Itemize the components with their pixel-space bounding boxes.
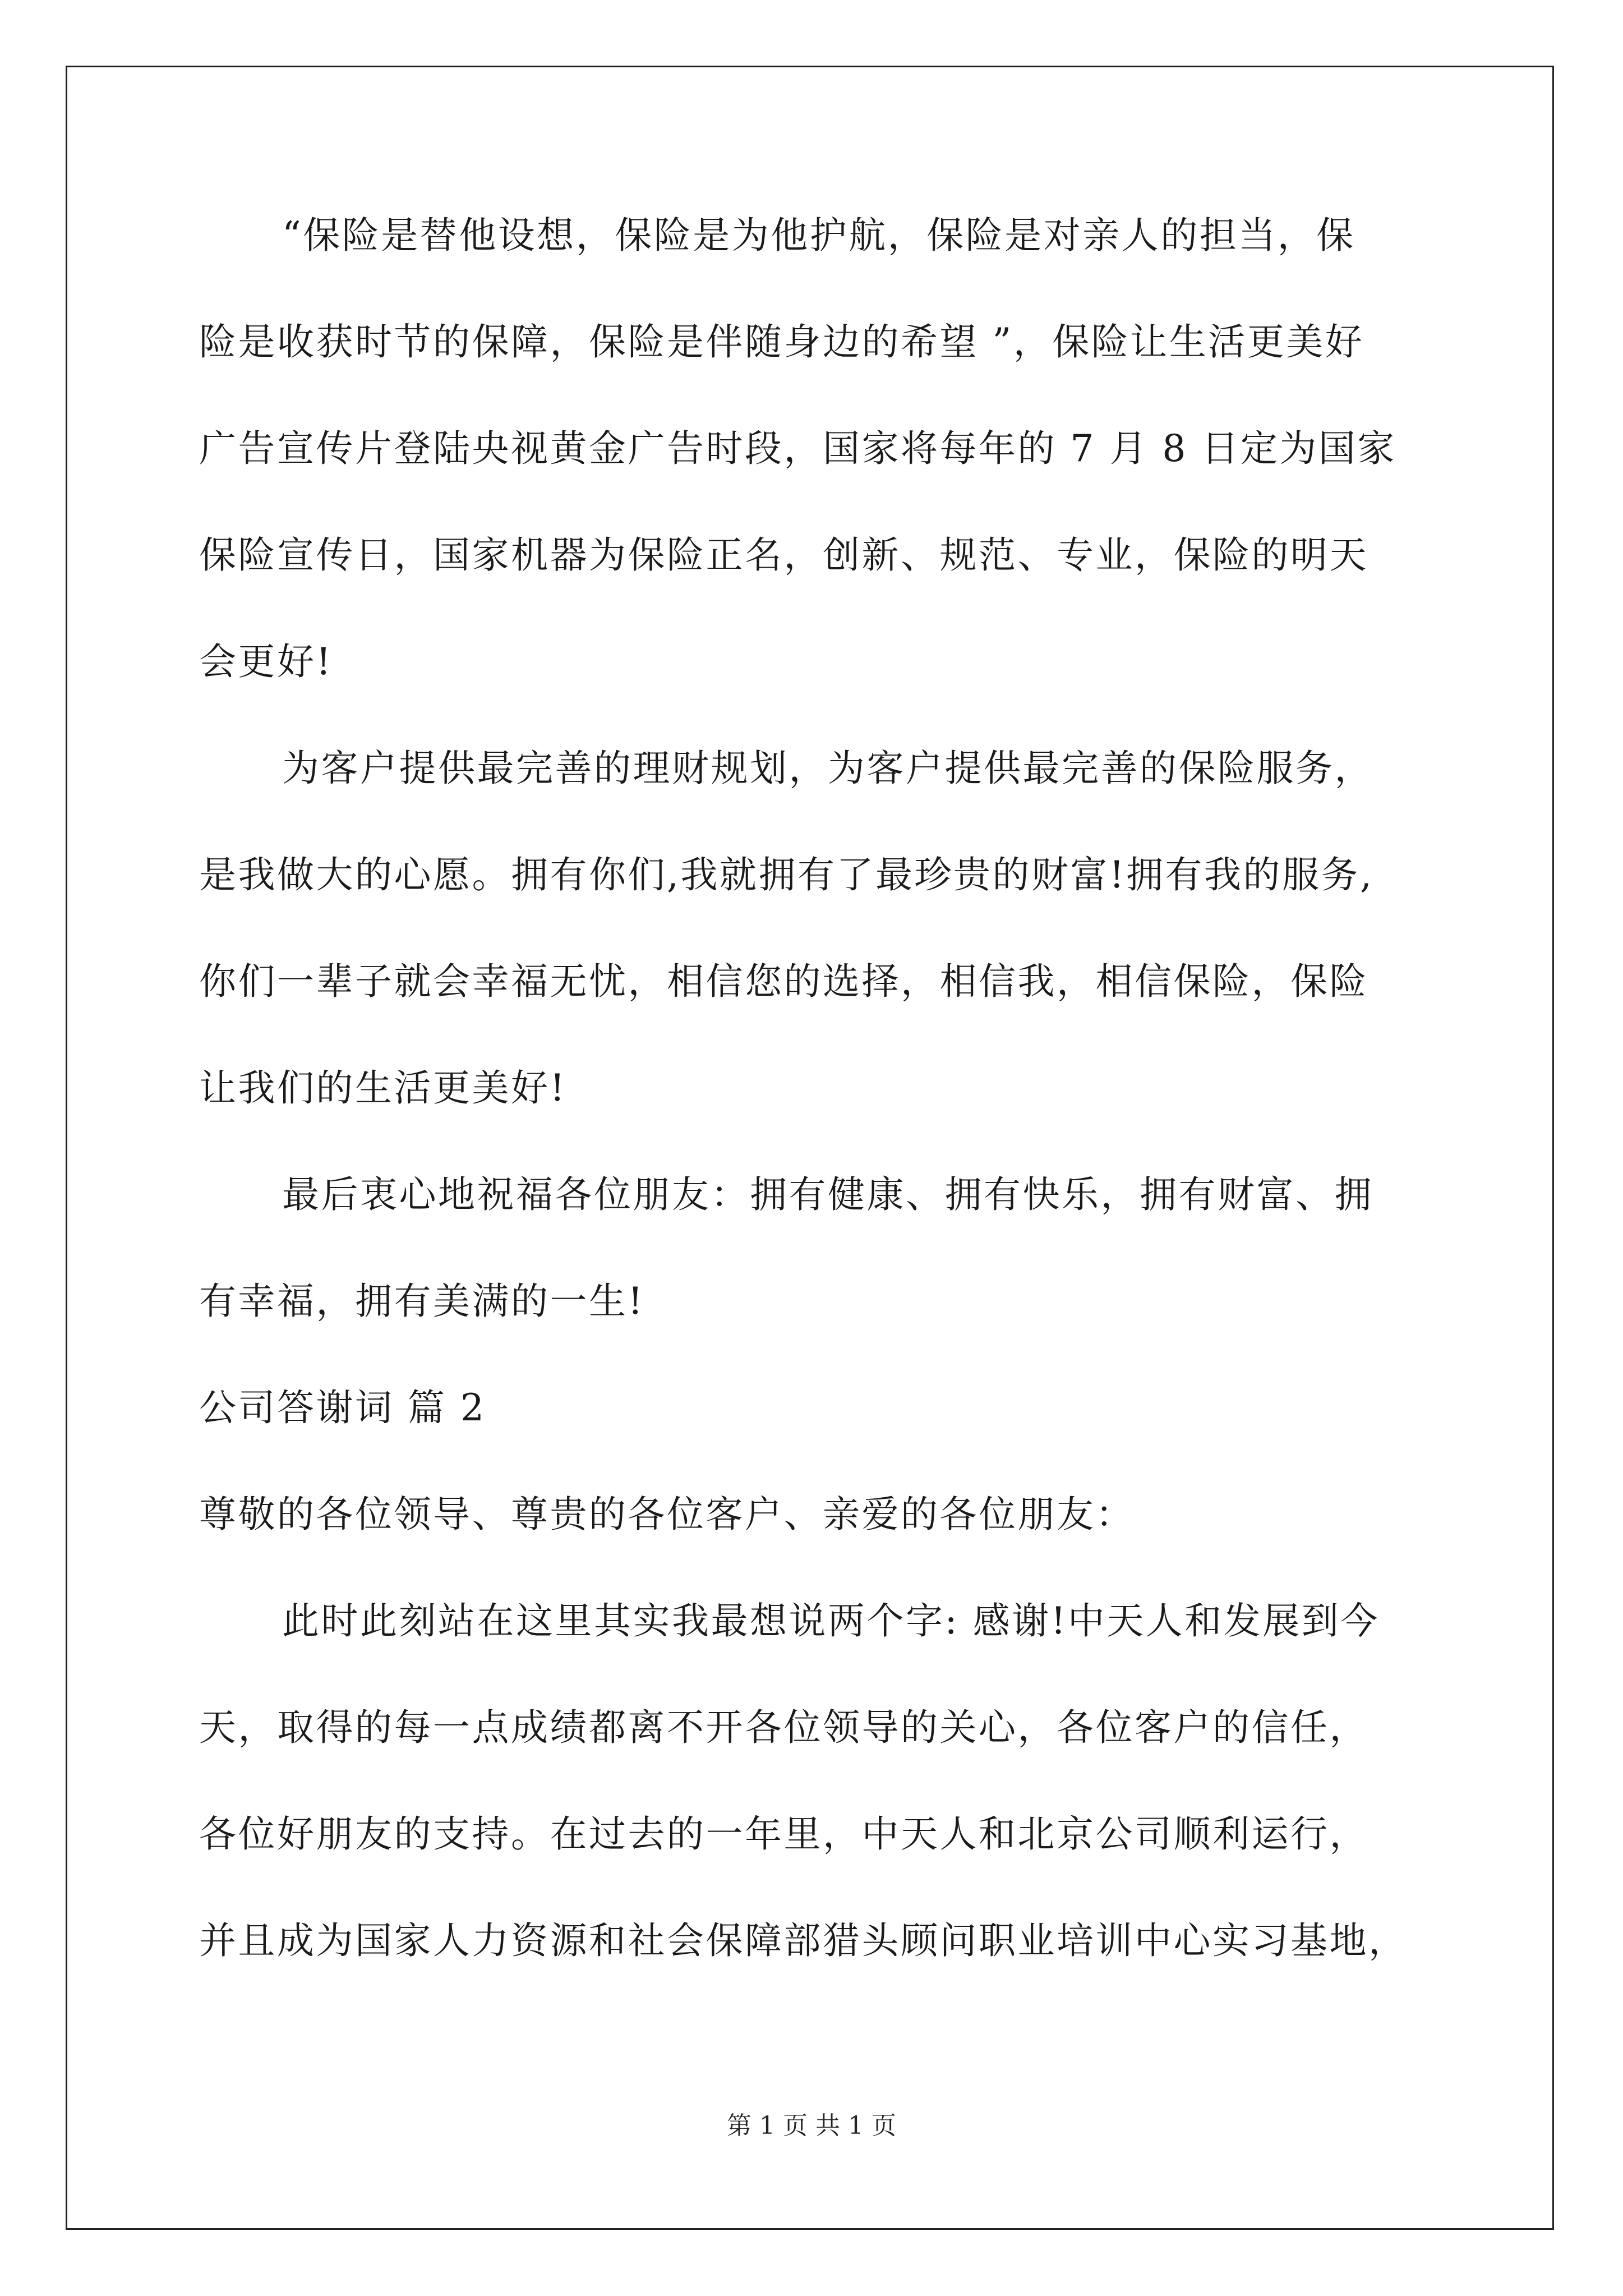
paragraph-thanks [199, 1596, 1427, 2022]
page-footer [0, 2109, 1623, 2143]
text-line: 有幸福，拥有美满的一生! [199, 1280, 645, 1323]
section-heading: 公司答谢词 篇 2 [199, 1386, 486, 1429]
text-line: 此时此刻站在这里其实我最想说两个字: 感谢!中天人和发展到今 [282, 1599, 1380, 1642]
paragraph-insurance-slogan [199, 210, 1427, 743]
page-number: 第 1 页 共 1 页 [727, 2111, 896, 2140]
text-line: 是我做大的心愿。拥有你们,我就拥有了最珍贵的财富!拥有我的服务, [199, 853, 1374, 896]
text-line: 天，取得的每一点成绩都离不开各位领导的关心，各位客户的信任， [199, 1706, 1368, 1749]
text-line: 你们一辈子就会幸福无忧，相信您的选择，相信我，相信保险，保险 [199, 960, 1368, 1003]
text-line: 险是收获时节的保障，保险是伴随身边的希望 ”，保险让生活更美好 [199, 320, 1364, 364]
text-line: 保险宣传日，国家机器为保险正名，创新、规范、专业，保险的明天 [199, 533, 1368, 577]
paragraph-client-service [199, 743, 1427, 1170]
paragraph-blessing [199, 1170, 1427, 1383]
text-line: “保险是替他设想，保险是为他护航，保险是对亲人的担当，保 [282, 214, 1355, 257]
text-line: 并且成为国家人力资源和社会保障部猎头顾问职业培训中心实习基地， [199, 1919, 1408, 1962]
text-line: 广告宣传片登陆央视黄金广告时段，国家将每年的 7 月 8 日定为国家 [199, 427, 1396, 470]
salutation: 尊敬的各位领导、尊贵的各位客户、亲爱的各位朋友： [199, 1493, 1135, 1536]
text-line: 各位好朋友的支持。在过去的一年里，中天人和北京公司顺利运行， [199, 1812, 1368, 1856]
text-line: 为客户提供最完善的理财规划，为客户提供最完善的保险服务， [282, 747, 1373, 790]
document-body [199, 210, 1427, 2022]
text-line: 会更好! [199, 640, 333, 683]
text-line: 让我们的生活更美好! [199, 1066, 567, 1110]
text-line: 最后衷心地祝福各位朋友：拥有健康、拥有快乐，拥有财富、拥 [282, 1173, 1373, 1216]
